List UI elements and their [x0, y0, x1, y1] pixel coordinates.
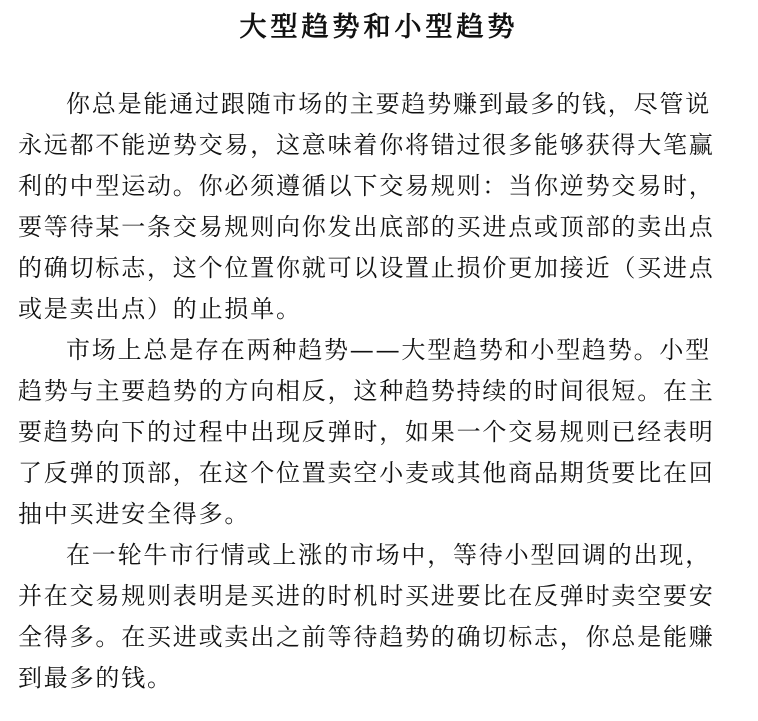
text-line: 抽中买进安全得多。 [18, 500, 251, 528]
text-line: 或是卖出点）的止损单。 [18, 295, 302, 323]
text-line: 全得多。在买进或卖出之前等待趋势的确切标志，你总是能赚 [18, 623, 715, 651]
paragraph-3 [18, 535, 746, 699]
text-line: 要趋势向下的过程中出现反弹时，如果一个交易规则已经表明 [18, 418, 715, 446]
document-body [18, 84, 746, 699]
text-line: 到最多的钱。 [18, 664, 173, 692]
text-line: 永远都不能逆势交易，这意味着你将错过很多能够获得大笔赢 [18, 131, 715, 159]
text-line: 在一轮牛市行情或上涨的市场中，等待小型回调的出现， [66, 541, 711, 569]
text-line: 的确切标志，这个位置你就可以设置止损价更加接近（买进点 [18, 254, 715, 282]
text-line: 要等待某一条交易规则向你发出底部的买进点或顶部的卖出点 [18, 213, 715, 241]
text-line: 并在交易规则表明是买进的时机时买进要比在反弹时卖空要安 [18, 582, 715, 610]
text-line: 趋势与主要趋势的方向相反，这种趋势持续的时间很短。在主 [18, 377, 715, 405]
text-line: 你总是能通过跟随市场的主要趋势赚到最多的钱，尽管说 [66, 90, 711, 118]
paragraph-1 [18, 84, 746, 330]
text-line: 市场上总是存在两种趋势——大型趋势和小型趋势。小型 [66, 336, 711, 364]
text-line: 利的中型运动。你必须遵循以下交易规则：当你逆势交易时， [18, 172, 715, 200]
page-title: 大型趋势和小型趋势 [239, 12, 519, 43]
paragraph-2 [18, 330, 746, 535]
text-line: 了反弹的顶部，在这个位置卖空小麦或其他商品期货要比在回 [18, 459, 715, 487]
